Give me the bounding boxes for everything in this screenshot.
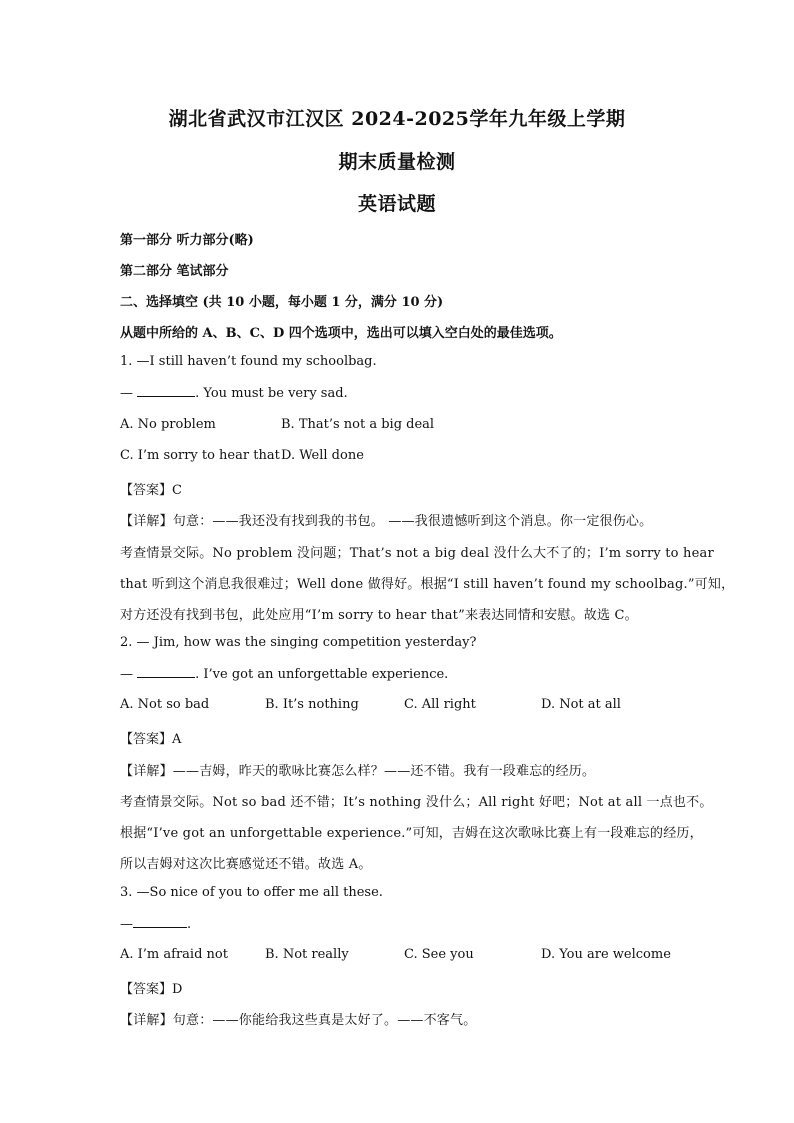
q2-option-c: C. All right <box>404 697 476 712</box>
q1-option-c: C. I’m sorry to hear that <box>120 448 280 463</box>
doc-title-line2: 期末质量检测 <box>338 151 456 173</box>
q2-analysis-line3: 根据“I’ve got an unforgettable experience.”可知，吉姆在这次歌咏比赛上有一段难忘的经历， <box>120 826 703 841</box>
q3-answer: 【答案】D <box>120 982 183 997</box>
q3-response-prefix: — <box>120 917 133 932</box>
doc-title-line1: 湖北省武汉市江汉区 2024-2025学年九年级上学期 <box>168 108 626 130</box>
q2-option-a: A. Not so bad <box>120 697 210 712</box>
q3-response-suffix: . <box>187 917 192 932</box>
section-instruction: 从题中所给的 A、B、C、D 四个选项中，选出可以填入空白处的最佳选项。 <box>120 326 562 341</box>
section-part1: 第一部分 听力部分(略) <box>120 233 254 248</box>
q2-analysis-line4: 所以吉姆对这次比赛感觉还不错。故选 A。 <box>120 857 372 872</box>
q2-option-b: B. It’s nothing <box>265 697 359 712</box>
q3-option-d: D. You are welcome <box>541 947 671 962</box>
q1-response-prefix: — <box>120 386 138 401</box>
q3-analysis-line1: 【详解】句意：——你能给我这些真是太好了。——不客气。 <box>120 1013 477 1028</box>
q1-option-d: D. Well done <box>281 448 364 463</box>
q2-response-prefix: — <box>120 667 138 682</box>
q3-option-b: B. Not really <box>265 947 349 962</box>
section-part2: 第二部分 笔试部分 <box>120 264 229 279</box>
q1-blank <box>137 385 195 397</box>
q1-answer: 【答案】C <box>120 483 182 498</box>
q2-analysis-line1: 【详解】——吉姆，昨天的歌咏比赛怎么样？——还不错。我有一段难忘的经历。 <box>120 764 596 779</box>
q3-option-a: A. I’m afraid not <box>120 947 228 962</box>
q1-option-a: A. No problem <box>120 417 216 432</box>
q2-answer: 【答案】A <box>120 732 182 747</box>
q1-analysis-line4: 对方还没有找到书包，此处应用“I’m sorry to hear that”来表达同情和安慰。故选 C。 <box>120 608 638 623</box>
q1-response-suffix: . You must be very sad. <box>195 386 348 401</box>
q2-response-suffix: . I’ve got an unforgettable experience. <box>195 667 449 682</box>
doc-title-line3: 英语试题 <box>357 193 436 215</box>
q1-option-b: B. That’s not a big deal <box>281 417 435 432</box>
q3-option-c: C. See you <box>404 947 474 962</box>
section-2-title: 二、选择填空 (共 10 小题，每小题 1 分，满分 10 分) <box>120 295 444 310</box>
q3-response <box>120 916 191 932</box>
q1-response <box>120 385 348 401</box>
q2-analysis-line2: 考查情景交际。Not so bad 还不错；It’s nothing 没什么；All right 好吧；Not at all 一点也不。 <box>120 795 713 810</box>
q1-analysis-line1: 【详解】句意：——我还没有找到我的书包。 ——我很遗憾听到这个消息。你一定很伤心。 <box>120 514 653 529</box>
q2-stem: 2. — Jim, how was the singing competition yesterday? <box>120 635 477 650</box>
q3-stem: 3. —So nice of you to offer me all these. <box>120 885 383 900</box>
q2-response <box>120 666 448 682</box>
q2-blank <box>137 666 195 678</box>
q2-option-d: D. Not at all <box>541 697 621 712</box>
q1-stem: 1. —I still haven’t found my schoolbag. <box>120 354 377 369</box>
q1-analysis-line2: 考查情景交际。No problem 没问题；That’s not a big deal 没什么大不了的；I’m sorry to hear <box>120 546 714 561</box>
q1-analysis-line3: that 听到这个消息我很难过；Well done 做得好。根据“I still haven’t found my schoolbag.”可知， <box>120 577 735 592</box>
q3-blank <box>133 916 187 928</box>
